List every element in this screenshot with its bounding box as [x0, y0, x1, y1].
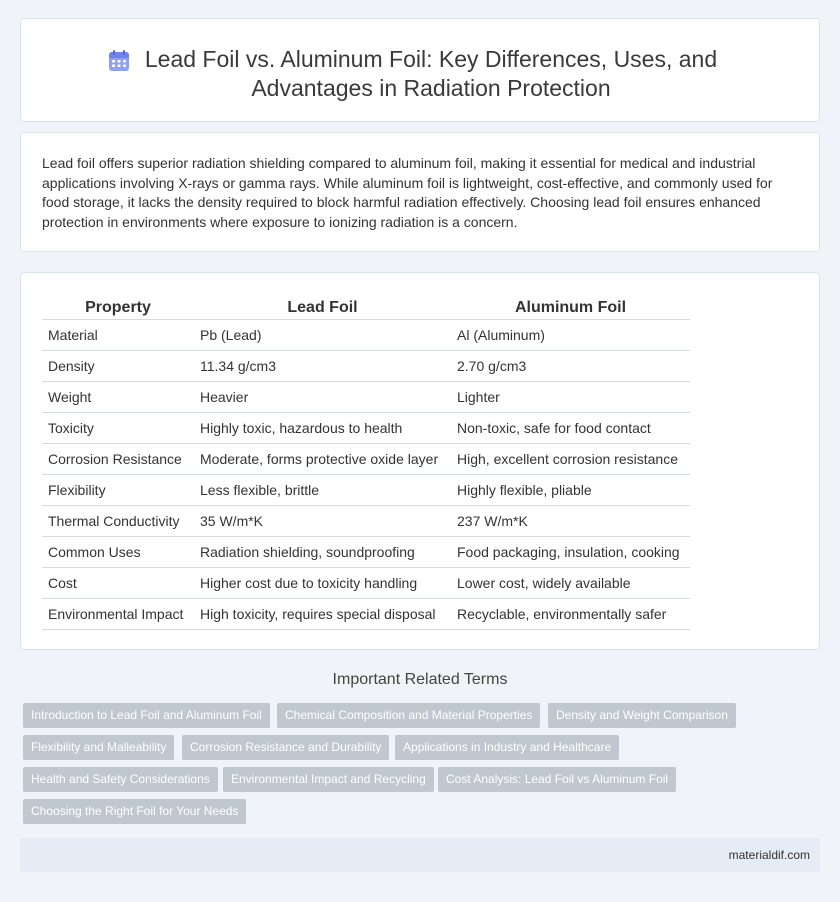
tag-applications[interactable]: Applications in Industry and Healthcare	[395, 735, 619, 760]
calendar-icon	[107, 49, 131, 73]
table-cell: Al (Aluminum)	[451, 319, 690, 350]
table-header-row	[42, 295, 690, 319]
table-cell: Heavier	[194, 381, 451, 412]
table-row	[42, 598, 690, 629]
table-row	[42, 381, 690, 412]
table-cell: Pb (Lead)	[194, 319, 451, 350]
table-cell: Material	[42, 319, 194, 350]
header-lead-foil: Lead Foil	[194, 295, 451, 319]
table-cell: Radiation shielding, soundproofing	[194, 536, 451, 567]
table-cell: Non-toxic, safe for food contact	[451, 412, 690, 443]
table-row	[42, 567, 690, 598]
tag-environmental-impact[interactable]: Environmental Impact and Recycling	[223, 767, 434, 792]
tag-health-safety[interactable]: Health and Safety Considerations	[23, 767, 218, 792]
table-cell: Less flexible, brittle	[194, 474, 451, 505]
tag-introduction[interactable]: Introduction to Lead Foil and Aluminum Foil	[23, 703, 270, 728]
table-cell: 237 W/m*K	[451, 505, 690, 536]
table-cell: Moderate, forms protective oxide layer	[194, 443, 451, 474]
tag-corrosion-resistance[interactable]: Corrosion Resistance and Durability	[182, 735, 389, 760]
header-property: Property	[42, 295, 194, 319]
intro-paragraph: Lead foil offers superior radiation shielding compared to aluminum foil, making it essential for medical and industrial applications involving X-rays or gamma rays. While aluminum foil is lightweight, cost-effective, and commonly used for food storage, it lacks the density required to block harmful radiation effectively. Choosing lead foil ensures enhanced protection in environments where exposure to ionizing radiation is a concern.	[42, 155, 773, 230]
footer-site-link[interactable]: materialdif.com	[728, 848, 810, 862]
table-cell: High, excellent corrosion resistance	[451, 443, 690, 474]
table-row	[42, 412, 690, 443]
tag-density-weight[interactable]: Density and Weight Comparison	[548, 703, 736, 728]
footer	[20, 838, 820, 872]
table-cell: Toxicity	[42, 412, 194, 443]
table-cell: Cost	[42, 567, 194, 598]
table-cell: 11.34 g/cm3	[194, 350, 451, 381]
table-cell: Highly flexible, pliable	[451, 474, 690, 505]
table-cell: Common Uses	[42, 536, 194, 567]
intro-card	[20, 132, 820, 252]
title-wrap	[21, 45, 819, 103]
table-row	[42, 505, 690, 536]
tag-flexibility[interactable]: Flexibility and Malleability	[23, 735, 174, 760]
table-cell: Food packaging, insulation, cooking	[451, 536, 690, 567]
table-cell: Thermal Conductivity	[42, 505, 194, 536]
table-cell: Density	[42, 350, 194, 381]
table-cell: Corrosion Resistance	[42, 443, 194, 474]
table-cell: 35 W/m*K	[194, 505, 451, 536]
comparison-table-card	[20, 272, 820, 650]
table-row	[42, 474, 690, 505]
comparison-table	[42, 295, 690, 630]
table-cell: Weight	[42, 381, 194, 412]
tag-choosing-foil[interactable]: Choosing the Right Foil for Your Needs	[23, 799, 246, 824]
table-row	[42, 350, 690, 381]
table-cell: Lighter	[451, 381, 690, 412]
page-title: Lead Foil vs. Aluminum Foil: Key Differences, Uses, and Advantages in Radiation Protection	[144, 46, 718, 101]
title-card	[20, 18, 820, 122]
table-cell: Highly toxic, hazardous to health	[194, 412, 451, 443]
table-cell: Flexibility	[42, 474, 194, 505]
tag-cost-analysis[interactable]: Cost Analysis: Lead Foil vs Aluminum Foil	[438, 767, 676, 792]
table-cell: High toxicity, requires special disposal	[194, 598, 451, 629]
header-aluminum-foil: Aluminum Foil	[451, 295, 690, 319]
table-row	[42, 443, 690, 474]
table-cell: Higher cost due to toxicity handling	[194, 567, 451, 598]
table-row	[42, 319, 690, 350]
related-terms-title: Important Related Terms	[332, 671, 508, 688]
table-cell: Recyclable, environmentally safer	[451, 598, 690, 629]
tag-chemical-composition[interactable]: Chemical Composition and Material Properties	[277, 703, 540, 728]
table-cell: Environmental Impact	[42, 598, 194, 629]
table-cell: Lower cost, widely available	[451, 567, 690, 598]
table-cell: 2.70 g/cm3	[451, 350, 690, 381]
table-row	[42, 536, 690, 567]
